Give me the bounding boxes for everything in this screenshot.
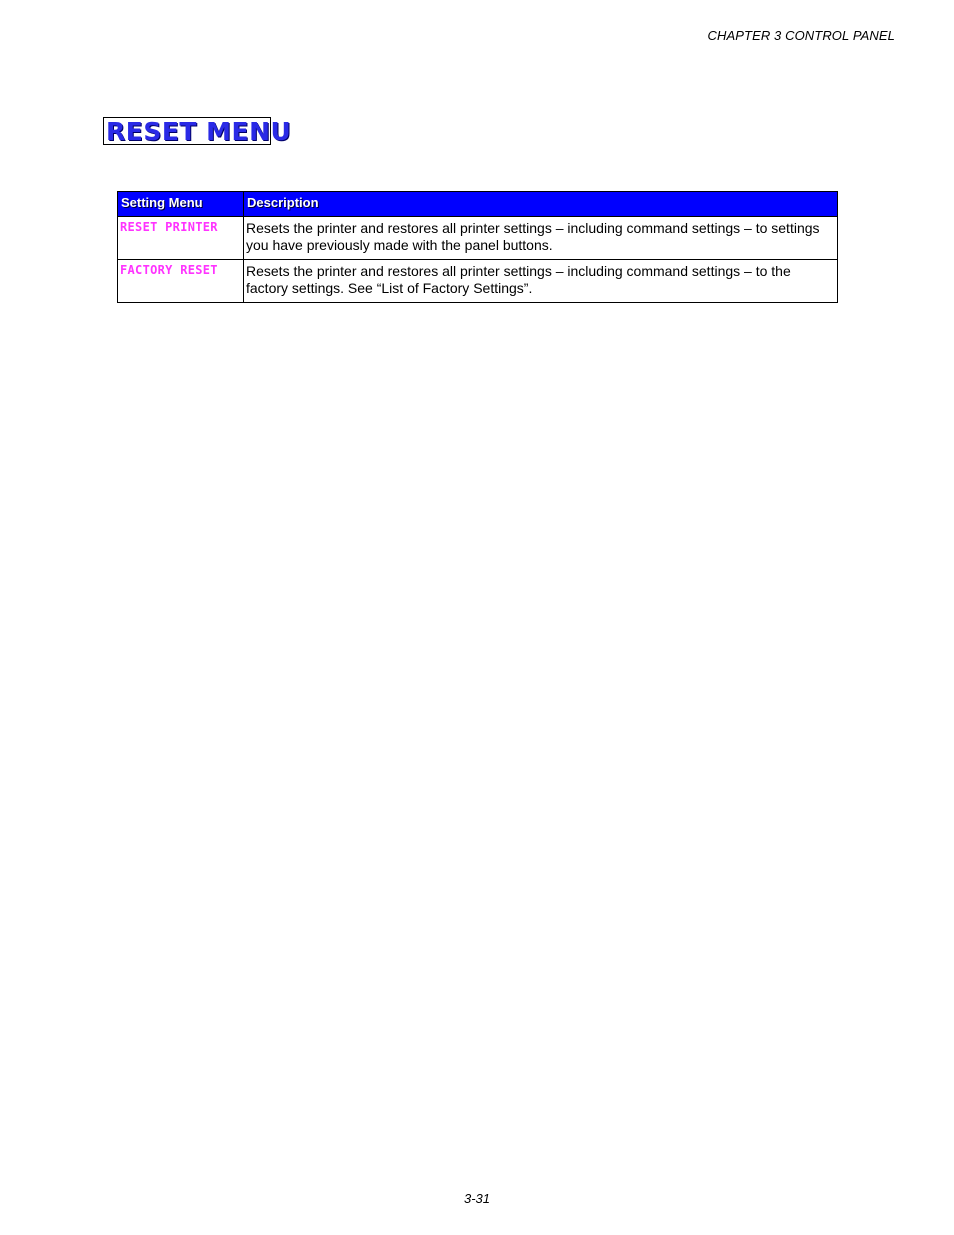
column-header-description: Description [244,192,838,217]
setting-reset-printer: RESET PRINTER [118,217,244,260]
reset-menu-table [117,191,838,303]
description-factory-reset: Resets the printer and restores all printer settings – including command settings – to the factory settings. See “List of Factory Settings”. [244,260,838,303]
table-header-row [118,192,838,217]
running-header: CHAPTER 3 CONTROL PANEL [707,28,895,43]
section-title-box [103,117,292,146]
page-number: 3-31 [463,1191,491,1206]
section-title: RESET MENU [106,117,292,146]
setting-factory-reset: FACTORY RESET [118,260,244,303]
table-row [118,260,838,303]
table-row [118,217,838,260]
column-header-setting-menu: Setting Menu [118,192,244,217]
description-reset-printer: Resets the printer and restores all printer settings – including command settings – to settings you have previously made with the panel buttons. [244,217,838,260]
